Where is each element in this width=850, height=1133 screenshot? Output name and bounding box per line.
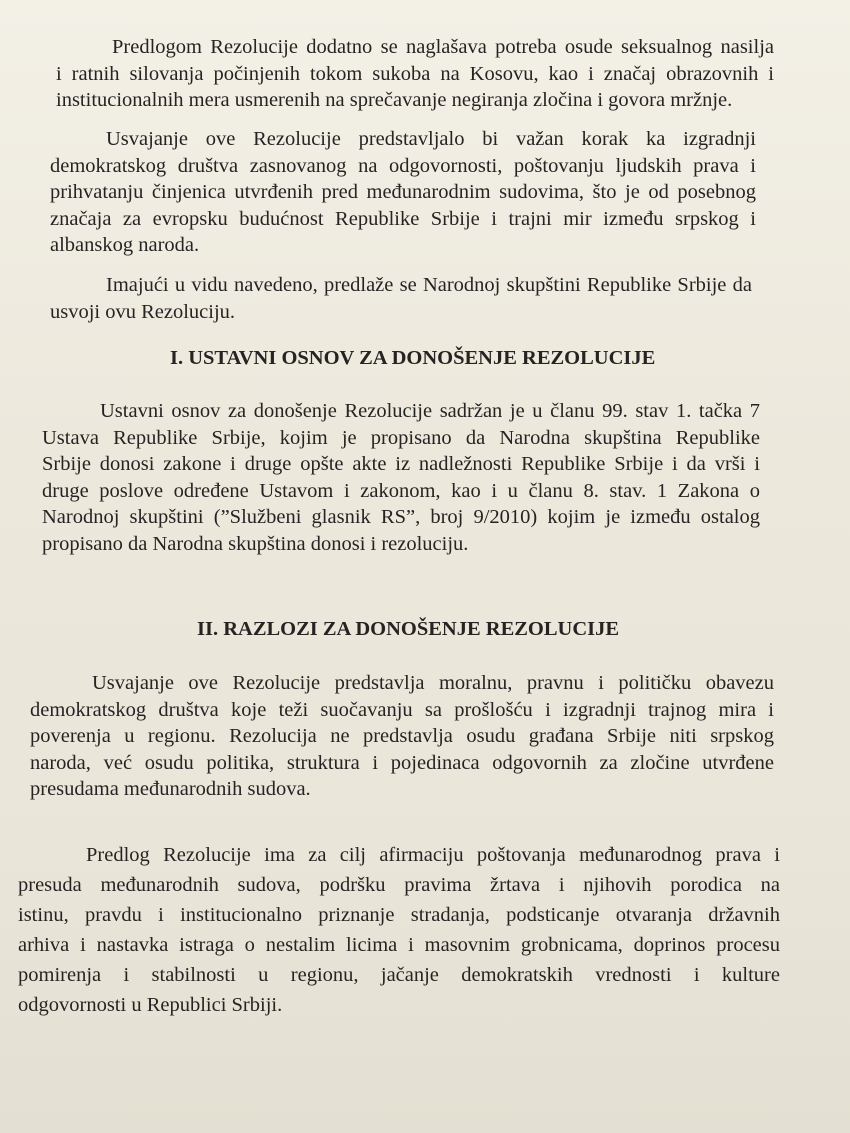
paragraph-resolution-goals	[18, 840, 780, 1020]
text-line: druge poslove određene Ustavom i zakonom, kao i u članu 8. stav. 1 Zakona o	[42, 479, 760, 502]
text-line: Usvajanje ove Rezolucije predstavlja moralnu, pravnu i političku obavezu	[92, 672, 774, 694]
text-line: institucionalnih mera usmerenih na sprečavanje negiranja zločina i govora mržnje.	[56, 89, 733, 111]
text-line: Predlogom Rezolucije dodatno se naglašava potreba osude seksualnog nasilja	[112, 36, 774, 58]
text-line: Imajući u vidu navedeno, predlaže se Narodnoj skupštini Republike Srbije da	[106, 274, 752, 296]
text-line: prihvatanju činjenica utvrđenih pred međunarodnim sudovima, što je od posebnog	[50, 181, 756, 203]
text-line: arhiva i nastavka istraga o nestalim licima i masovnim grobnicama, doprinos procesu	[18, 934, 780, 956]
section-heading-reasons: II. RAZLOZI ZA DONOŠENJE REZOLUCIJE	[197, 618, 620, 640]
text-line: i ratnih silovanja počinjenih tokom sukoba na Kosovu, kao i značaj obrazovnih i	[56, 62, 774, 85]
text-line: presuda međunarodnih sudova, podršku pravima žrtava i njihovih porodica na	[18, 874, 780, 896]
text-line: Usvajanje ove Rezolucije predstavljalo bi važan korak ka izgradnji	[106, 128, 756, 150]
text-line: poverenja u regionu. Rezolucija ne predstavlja osudu građana Srbije niti srpskog	[30, 725, 774, 747]
text-line: Ustava Republike Srbije, kojim je propisano da Narodna skupština Republike	[42, 426, 760, 449]
text-line: demokratskog društva koje teži suočavanju sa prošlošću i izgradnji trajnog mira i	[30, 698, 774, 721]
text-line: Srbije donosi zakone i druge opšte akte iz nadležnosti Republike Srbije i da vrši i	[42, 453, 760, 475]
text-line: Predlog Rezolucije ima za cilj afirmaciju poštovanja međunarodnog prava i	[86, 844, 780, 866]
paragraph-moral-obligation	[30, 670, 774, 803]
text-line: naroda, već osudu politika, struktura i pojedinaca odgovornih za zločine utvrđene	[30, 751, 774, 774]
text-line: pomirenja i stabilnosti u regionu, jačanje demokratskih vrednosti i kulture	[18, 964, 780, 986]
paragraph-constitutional-basis	[42, 398, 760, 557]
text-line: značaja za evropsku budućnost Republike Srbije i trajni mir između srpskog i	[50, 207, 756, 230]
text-line: istinu, pravdu i institucionalno priznanje stradanja, podsticanje otvaranja državnih	[18, 904, 780, 926]
text-line: albanskog naroda.	[50, 234, 200, 256]
paragraph-proposal	[50, 272, 752, 325]
text-line: odgovornosti u Republici Srbiji.	[18, 994, 283, 1016]
text-line: demokratskog društva zasnovanog na odgovornosti, poštovanju ljudskih prava i	[50, 154, 756, 177]
paragraph-democratic-society	[50, 126, 756, 259]
text-line: Narodnoj skupštini (”Službeni glasnik RS”, broj 9/2010) kojim je između ostalog	[42, 506, 760, 528]
paragraph-sexual-violence	[56, 34, 774, 114]
text-line: propisano da Narodna skupština donosi i rezoluciju.	[42, 532, 469, 555]
text-line: Ustavni osnov za donošenje Rezolucije sadržan je u članu 99. stav 1. tačka 7	[100, 400, 760, 422]
text-line: usvoji ovu Rezoluciju.	[50, 300, 236, 323]
text-line: presudama međunarodnih sudova.	[30, 778, 311, 800]
section-heading-constitutional-basis: I. USTAVNI OSNOV ZA DONOŠENJE REZOLUCIJE	[170, 347, 656, 369]
